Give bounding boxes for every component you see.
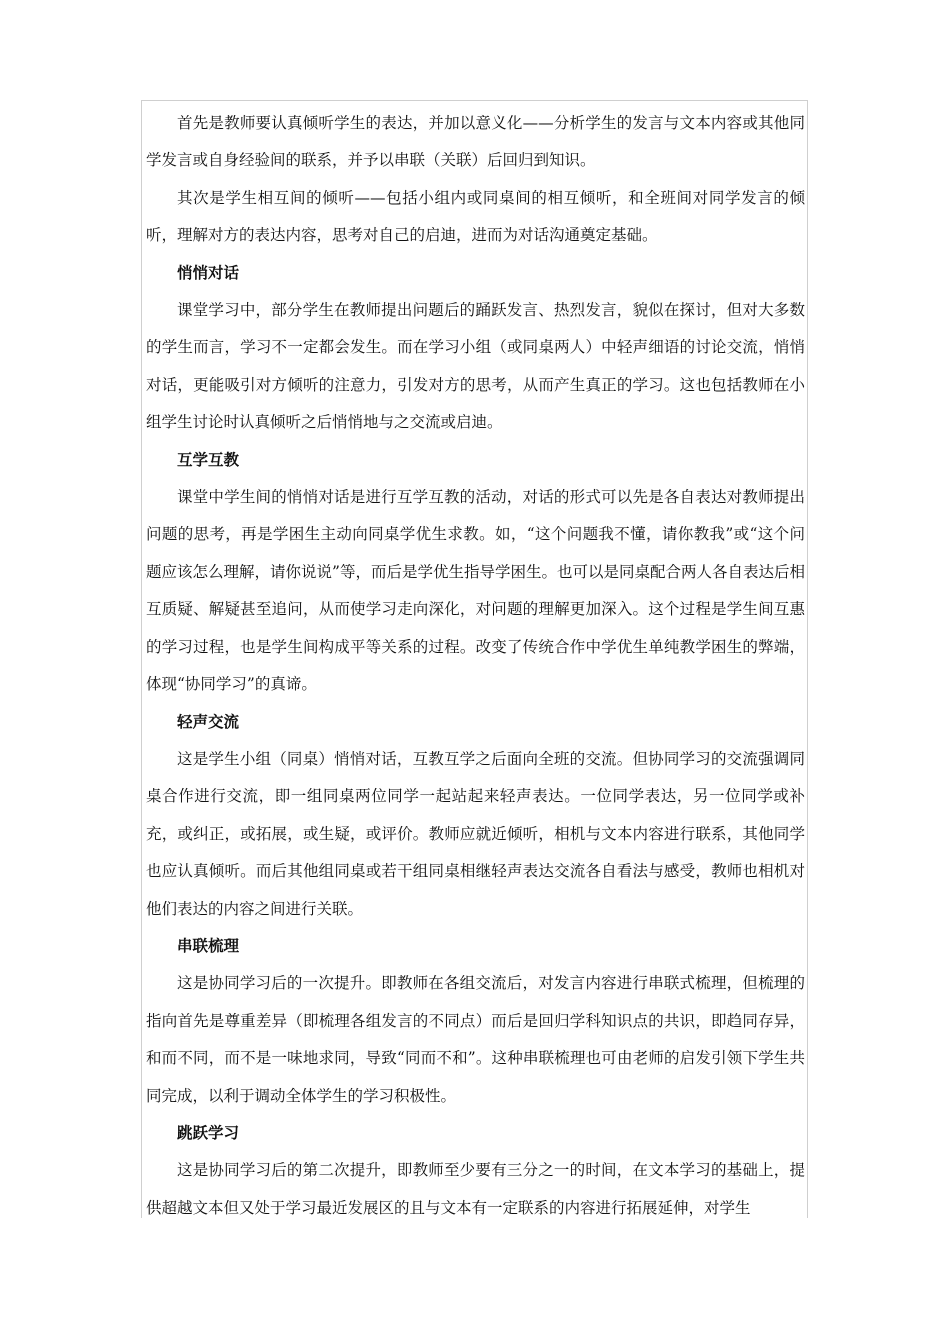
section-body-quiet-dialogue: 课堂学习中，部分学生在教师提出问题后的踊跃发言、热烈发言，貌似在探讨，但对大多数的学生而言，学习不一定都会发生。而在学习小组（或同桌两人）中轻声细语的讨论交流，悄悄对话，更能吸引对方倾听的注意力，引发对方的思考，从而产生真正的学习。这也包括教师在小组学生讨论时认真倾听之后悄悄地与之交流或启迪。 [146,301,805,432]
paragraph-student-listening: 其次是学生相互间的倾听——包括小组内或同桌间的相互倾听，和全班间对同学发言的倾听，理解对方的表达内容，思考对自己的启迪，进而为对话沟通奠定基础。 [146,188,805,245]
document-frame [141,100,808,1218]
section-heading-leap-learning: 跳跃学习 [177,1123,240,1142]
section-heading-linking-review: 串联梳理 [177,936,240,955]
section-body-mutual-teaching: 课堂中学生间的悄悄对话是进行互学互教的活动，对话的形式可以先是各自表达对教师提出问题的思考，再是学困生主动向同桌学优生求教。如，“这个问题我不懂，请你教我”或“这个问题应该怎么理解，请你说说”等，而后是学优生指导学困生。也可以是同桌配合两人各自表达后相互质疑、解疑甚至追问，从而使学习走向深化，对问题的理解更加深入。这个过程是学生间互惠的学习过程，也是学生间构成平等关系的过程。改变了传统合作中学优生单纯教学困生的弊端，体现“协同学习”的真谛。 [146,488,805,694]
section-heading-soft-exchange: 轻声交流 [177,712,240,731]
section-heading-quiet-dialogue: 悄悄对话 [177,263,240,282]
section-body-linking-review: 这是协同学习后的一次提升。即教师在各组交流后，对发言内容进行串联式梳理，但梳理的指向首先是尊重差异（即梳理各组发言的不同点）而后是回归学科知识点的共识，即趋同存异，和而不同，而不是一味地求同，导致“同而不和”。这种串联梳理也可由老师的启发引领下学生共同完成，以利于调动全体学生的学习积极性。 [146,974,805,1105]
section-body-soft-exchange: 这是学生小组（同桌）悄悄对话，互教互学之后面向全班的交流。但协同学习的交流强调同桌合作进行交流，即一组同桌两位同学一起站起来轻声表达。一位同学表达，另一位同学或补充，或纠正，或拓展，或生疑，或评价。教师应就近倾听，相机与文本内容进行联系，其他同学也应认真倾听。而后其他组同桌或若干组同桌相继轻声表达交流各自看法与感受，教师也相机对他们表达的内容之间进行关联。 [146,749,805,918]
document-body [142,101,807,1218]
section-body-leap-learning: 这是协同学习后的第二次提升，即教师至少要有三分之一的时间，在文本学习的基础上，提供超越文本但又处于学习最近发展区的且与文本有一定联系的内容进行拓展延伸，对学生 [146,1161,805,1217]
section-heading-mutual-teaching: 互学互教 [177,450,240,469]
paragraph-teacher-listening: 首先是教师要认真倾听学生的表达，并加以意义化——分析学生的发言与文本内容或其他同学发言或自身经验间的联系，并予以串联（关联）后回归到知识。 [146,114,805,170]
